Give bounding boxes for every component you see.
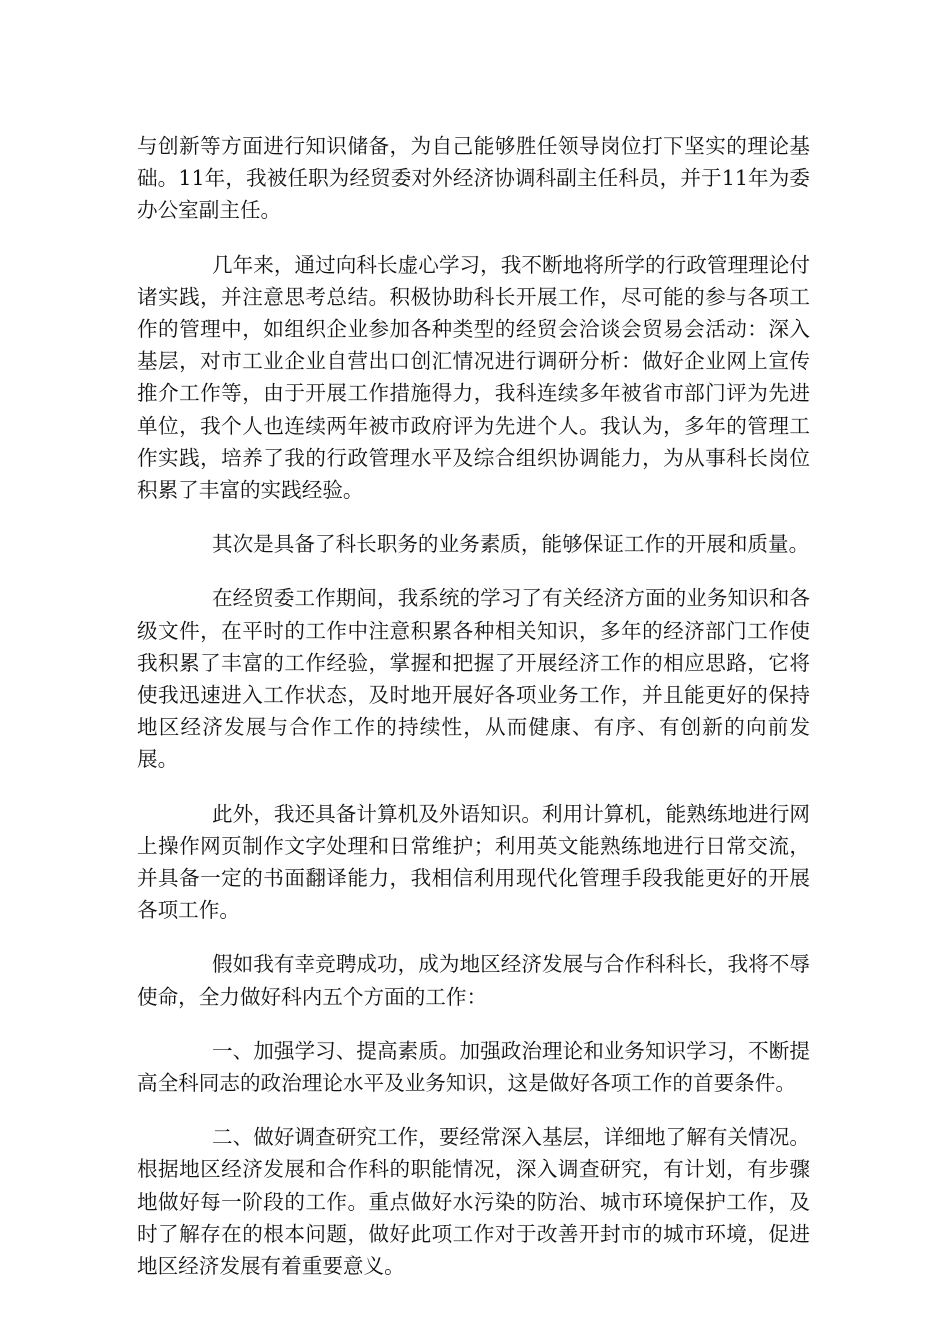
paragraph-work-experience: 在经贸委工作期间，我系统的学习了有关经济方面的业务知识和各级文件，在平时的工作中注意积累各种相关知识，多年的经济部门工作使我积累了丰富的工作经验，掌握和把握了开展经济工作的相应思路，它将使我迅速进入工作状态，及时地开展好各项业务工作，并且能更好的保持地区经济发展与合作工作的持续性，从而健康、有序、有创新的向前发展。	[137, 586, 810, 772]
paragraph-if-successful: 假如我有幸竞聘成功，成为地区经济发展与合作科科长，我将不辱使命，全力做好科内五个方面的工作：	[137, 952, 810, 1009]
paragraph-point-two: 二、做好调查研究工作，要经常深入基层，详细地了解有关情况。根据地区经济发展和合作科的职能情况，深入调查研究，有计划，有步骤地做好每一阶段的工作。重点做好水污染的防治、城市环境保护工作，及时了解存在的根本问题，做好此项工作对于改善开封市的城市环境，促进地区经济发展有着重要意义。	[137, 1125, 810, 1279]
paragraph-management-experience: 几年来，通过向科长虚心学习，我不断地将所学的行政管理理论付诸实践，并注意思考总结。积极协助科长开展工作，尽可能的参与各项工作的管理中，如组织企业参加各种类型的经贸会洽谈会贸易会活动：深入基层，对市工业企业自营出口创汇情况进行调研分析：做好企业网上宣传推介工作等，由于开展工作措施得力，我科连续多年被省市部门评为先进单位，我个人也连续两年被市政府评为先进个人。我认为，多年的管理工作实践，培养了我的行政管理水平及综合组织协调能力，为从事科长岗位积累了丰富的实践经验。	[137, 252, 810, 503]
paragraph-point-one: 一、加强学习、提高素质。加强政治理论和业务知识学习，不断提高全科同志的政治理论水平及业务知识，这是做好各项工作的首要条件。	[137, 1038, 810, 1096]
paragraph-computer-language-skills: 此外，我还具备计算机及外语知识。利用计算机，能熟练地进行网上操作网页制作文字处理和日常维护；利用英文能熟练地进行日常交流，并具备一定的书面翻译能力，我相信利用现代化管理手段我能更好的开展各项工作。	[137, 801, 810, 923]
paragraph-business-quality: 其次是具备了科长职务的业务素质，能够保证工作的开展和质量。	[212, 532, 810, 557]
paragraph-continuation: 与创新等方面进行知识储备，为自己能够胜任领导岗位打下坚实的理论基础。11年，我被任职为经贸委对外经济协调科副主任科员，并于11年为委办公室副主任。	[137, 134, 810, 223]
document-body	[137, 130, 810, 1282]
